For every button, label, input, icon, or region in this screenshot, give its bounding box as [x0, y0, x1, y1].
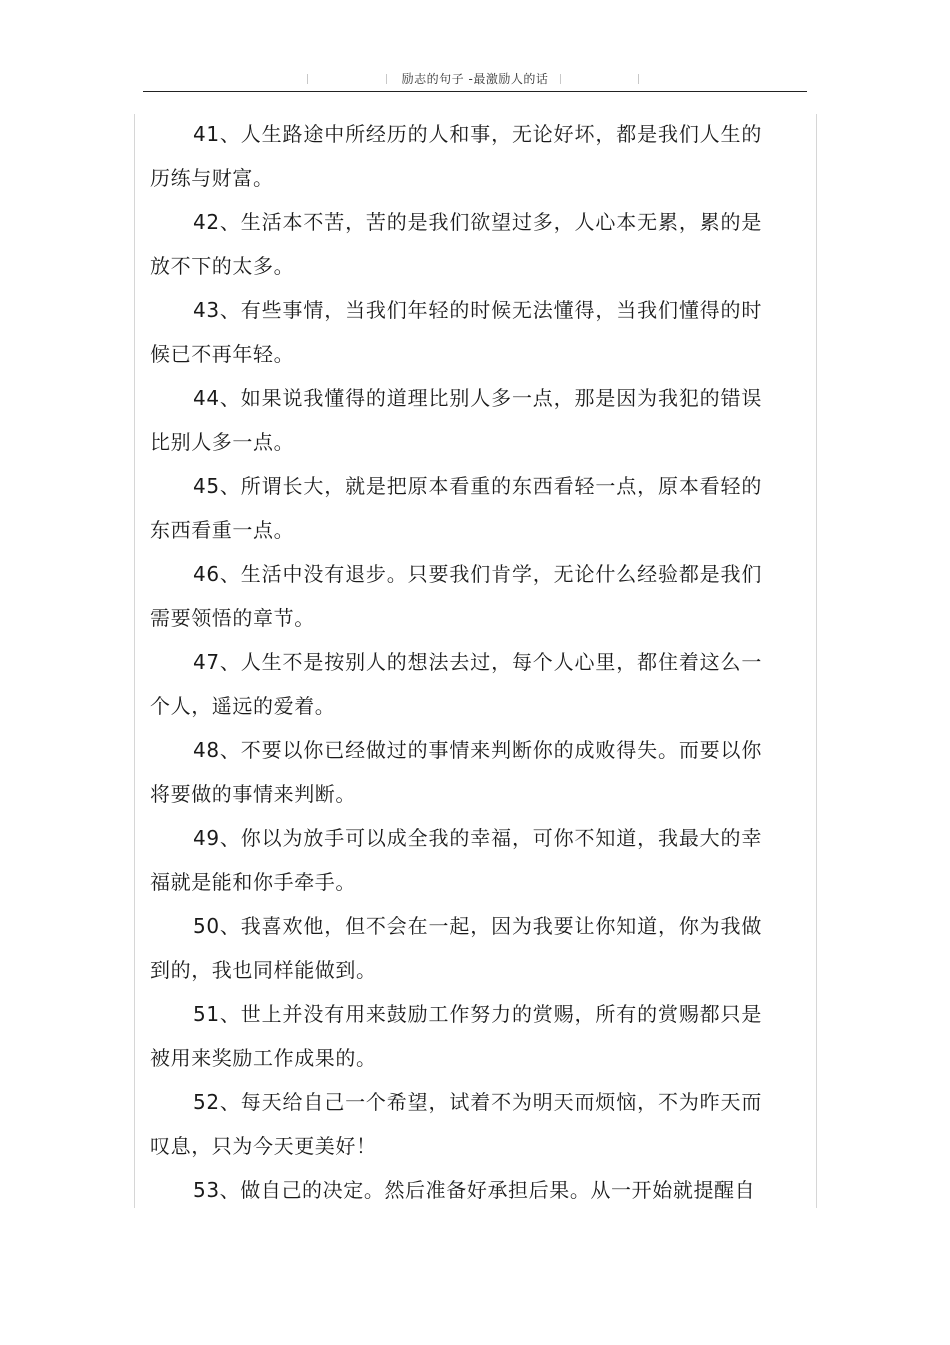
quote-paragraph: 43、有些事情，当我们年轻的时候无法懂得，当我们懂得的时候已不再年轻。: [150, 298, 762, 366]
quote-paragraph: 45、所谓长大，就是把原本看重的东西看轻一点，原本看轻的东西看重一点。: [150, 474, 762, 542]
quote-paragraph: 46、生活中没有退步。只要我们肯学，无论什么经验都是我们需要领悟的章节。: [150, 562, 762, 630]
header-rule: [143, 91, 807, 92]
quote-paragraph: 53、做自己的决定。然后准备好承担后果。从一开始就提醒自: [193, 1178, 756, 1202]
quote-paragraph: 48、不要以你已经做过的事情来判断你的成败得失。而要以你将要做的事情来判断。: [150, 738, 762, 806]
quote-paragraph: 41、人生路途中所经历的人和事，无论好坏，都是我们人生的历练与财富。: [150, 122, 762, 190]
quote-paragraph: 42、生活本不苦，苦的是我们欲望过多，人心本无累，累的是放不下的太多。: [150, 210, 762, 278]
left-margin-line: [134, 114, 135, 1208]
page-header: [0, 66, 950, 92]
quote-paragraph: 44、如果说我懂得的道理比别人多一点，那是因为我犯的错误比别人多一点。: [150, 386, 762, 454]
quote-paragraph: 50、我喜欢他，但不会在一起，因为我要让你知道，你为我做到的，我也同样能做到。: [150, 914, 762, 982]
quote-paragraph: 47、人生不是按别人的想法去过，每个人心里，都住着这么一个人，遥远的爱着。: [150, 650, 762, 718]
right-margin-line: [816, 114, 817, 1208]
quote-paragraph: 52、每天给自己一个希望，试着不为明天而烦恼，不为昨天而叹息，只为今天更美好！: [150, 1090, 762, 1158]
quote-paragraph: 51、世上并没有用来鼓励工作努力的赏赐，所有的赏赐都只是被用来奖励工作成果的。: [150, 1002, 762, 1070]
header-title: 励志的句子 -最激励人的话: [401, 72, 549, 86]
quote-paragraph: 49、你以为放手可以成全我的幸福，可你不知道，我最大的幸福就是能和你手牵手。: [150, 826, 762, 894]
body-text: [150, 112, 762, 1212]
